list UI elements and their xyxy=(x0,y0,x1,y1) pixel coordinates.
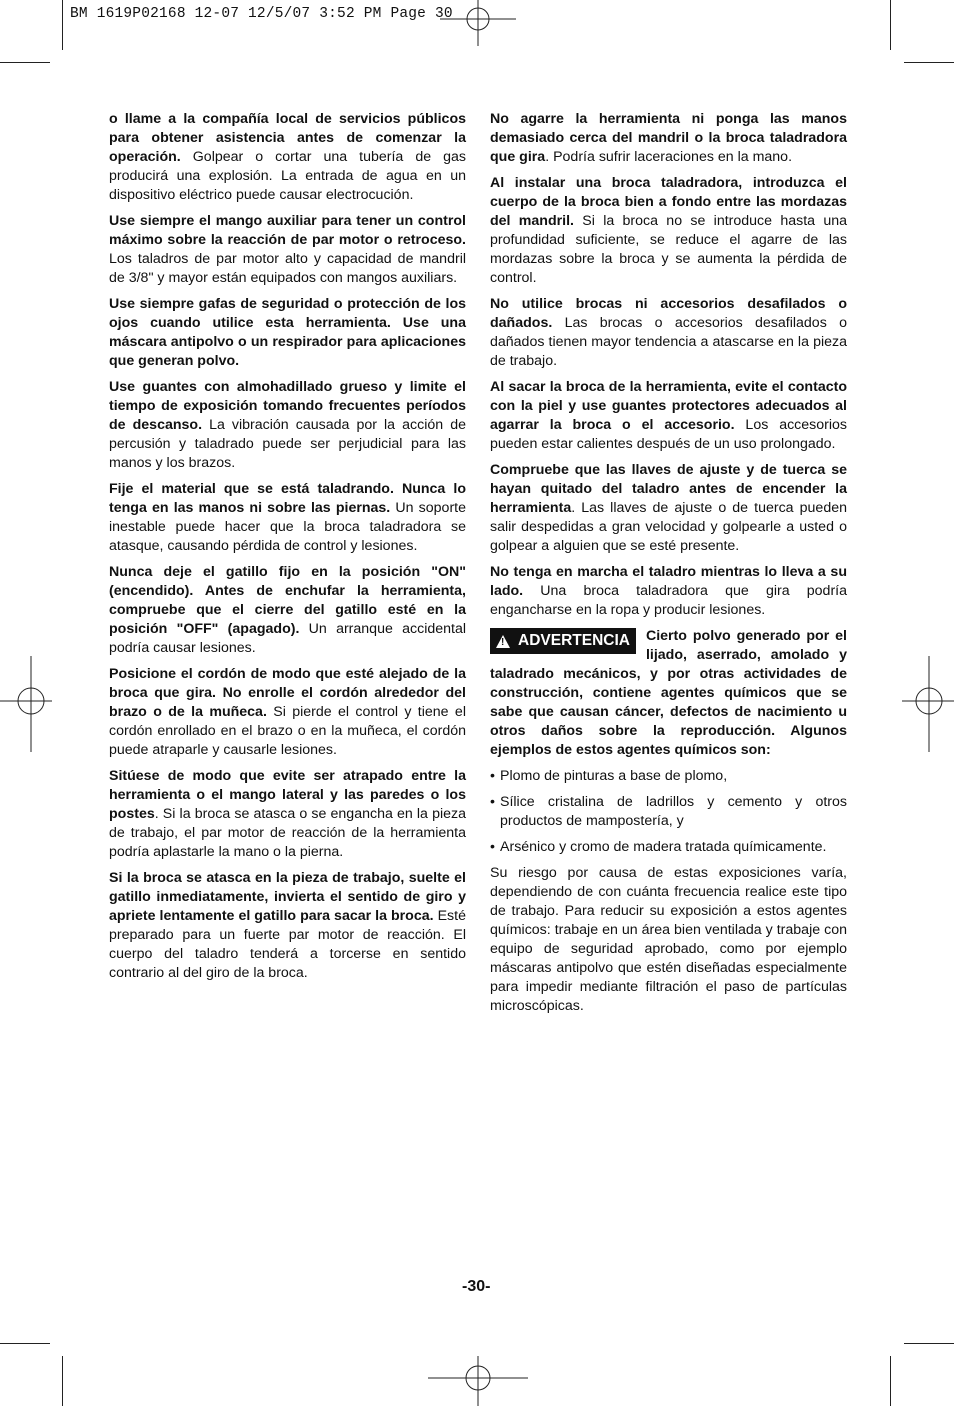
paragraph: Posicione el cordón de modo que esté alejado de la broca que gira. No enrolle el cordón alrededor del brazo o de la muñeca. Si pierde el control y tiene el cordón enrollado en el brazo o en la muñeca, el cordón puede atraparle y causarle lesiones. xyxy=(109,666,466,758)
registration-mark-top xyxy=(440,0,516,46)
paragraph: Al instalar una broca taladradora, introduzca el cuerpo de la broca bien a fondo entre las mordazas del mandril. Si la broca no se introduce hasta una profundidad suficiente, se reduce el agarre de las mordazas sobre la broca y se aumenta la pérdida de control. xyxy=(490,175,847,286)
registration-mark-bottom xyxy=(428,1356,528,1406)
paragraph: Compruebe que las llaves de ajuste y de tuerca se hayan quitado del taladro antes de encender la herramienta. Las llaves de ajuste o de tuerca pueden salir despedidas a gran velocidad y golpearle a usted o golpear a alguien que se esté presente. xyxy=(490,462,847,554)
crop-mark xyxy=(890,1356,891,1406)
warning-triangle-icon: ! xyxy=(496,635,510,648)
paragraph: Su riesgo por causa de estas exposiciones varía, dependiendo de con cuánta frecuencia realice este tipo de trabajo. Para reducir su exposición a estos agentes químicos: trabaje en un área bien ventilada y trabaje con equipo de seguridad aprobado, como por ejemplo máscaras antipolvo que estén diseñadas especialmente para impedir mediante filtración el paso de partículas microscópicas. xyxy=(490,865,847,1014)
list-item: • Arsénico y cromo de madera tratada químicamente. xyxy=(490,839,827,855)
paragraph: Use guantes con almohadillado grueso y limite el tiempo de exposición tomando frecuentes períodos de descanso. La vibración causada por la acción de percusión y taladrado puede ser perjudicial para las manos y los brazos. xyxy=(109,379,466,471)
bullet-mark: • xyxy=(490,794,495,810)
paragraph: Al sacar la broca de la herramienta, evite el contacto con la piel y use guantes protectores adecuados al agarrar la broca o el accesorio. Los accesorios pueden estar calientes después de un uso prolongado. xyxy=(490,379,848,452)
crop-mark xyxy=(0,1343,50,1344)
print-slug: BM 1619P02168 12-07 12/5/07 3:52 PM Page 30 xyxy=(70,6,453,22)
left-column xyxy=(109,110,466,990)
paragraph: Nunca deje el gatillo fijo en la posición "ON" (encendido). Antes de enchufar la herramienta, compruebe que el cierre del gatillo esté en la posición "OFF" (apagado). Un arranque accidental podría causar lesiones. xyxy=(109,564,467,656)
crop-mark xyxy=(904,1343,954,1344)
list-item: • Plomo de pinturas a base de plomo, xyxy=(490,768,728,784)
paragraph: No agarre la herramienta ni ponga las manos demasiado cerca del mandril o la broca taladradora que gira. Podría sufrir laceraciones en la mano. xyxy=(490,111,847,165)
page-number: -30- xyxy=(462,1278,491,1295)
paragraph: Fije el material que se está taladrando. Nunca lo tenga en las manos ni sobre las piernas. Un soporte inestable puede hacer que la broca taladradora se atasque, causando pérdida de control y lesiones. xyxy=(109,481,467,554)
paragraph: Sitúese de modo que evite ser atrapado entre la herramienta o el mango lateral y las paredes o los postes. Si la broca se atasca o se engancha en la pieza de trabajo, el par motor de reacción de la herramienta podría aplastarle la mano o la pierna. xyxy=(109,768,466,860)
paragraph: o llame a la compañía local de servicios públicos para obtener asistencia antes de comenzar la operación. Golpear o cortar una tubería de gas producirá una explosión. La entrada de agua en un dispositivo eléctrico puede causar electrocución. xyxy=(109,111,466,203)
crop-mark xyxy=(62,1356,63,1406)
paragraph: Use siempre el mango auxiliar para tener un control máximo sobre la reacción de par motor o retroceso. Los taladros de par motor alto y capacidad de mandril de 3/8" y mayor están equipados con mangos auxiliars. xyxy=(109,213,466,286)
paragraph: Si la broca se atasca en la pieza de trabajo, suelte el gatillo inmediatamente, invierta el sentido de giro y apriete lentamente el gatillo para sacar la broca. Esté preparado para un fuerte par motor de reacción. El cuerpo del taladro tenderá a torcerse en sentido contrario al del giro de la broca. xyxy=(109,870,466,981)
right-column xyxy=(490,110,847,1023)
warning-badge xyxy=(490,628,636,654)
crop-mark xyxy=(890,0,891,50)
list-item: • Sílice cristalina de ladrillos y cemento y otros productos de mampostería, y xyxy=(490,794,847,829)
crop-mark xyxy=(0,62,50,63)
paragraph: No tenga en marcha el taladro mientras lo lleva a su lado. Una broca taladradora que gira podría engancharse en la ropa y producir lesiones. xyxy=(490,564,847,618)
bullet-mark: • xyxy=(490,839,495,855)
paragraph: No utilice brocas ni accesorios desafilados o dañados. Las brocas o accesorios desafilados o dañados tienen mayor tendencia a atascarse en la pieza de trabajo. xyxy=(490,296,847,369)
crop-mark xyxy=(904,62,954,63)
registration-mark-right xyxy=(902,656,954,752)
bullet-mark: • xyxy=(490,768,495,784)
crop-mark xyxy=(62,0,63,50)
warning-label: ADVERTENCIA xyxy=(518,632,630,649)
registration-mark-left xyxy=(0,656,52,752)
paragraph: Use siempre gafas de seguridad o protección de los ojos cuando utilice esta herramienta. Use una máscara antipolvo o un respirador para aplicaciones que generan polvo. xyxy=(109,296,466,369)
warning-paragraph: ! ADVERTENCIA Cierto polvo generado por el lijado, aserrado, amolado y taladrado mecánicos, y por otras actividades de construcción, contiene agentes químicos que se sabe que causan cáncer, defectos de nacimiento u otros daños sobre la reproducción. Algunos ejemplos de estos agentes químicos son: xyxy=(490,628,847,758)
